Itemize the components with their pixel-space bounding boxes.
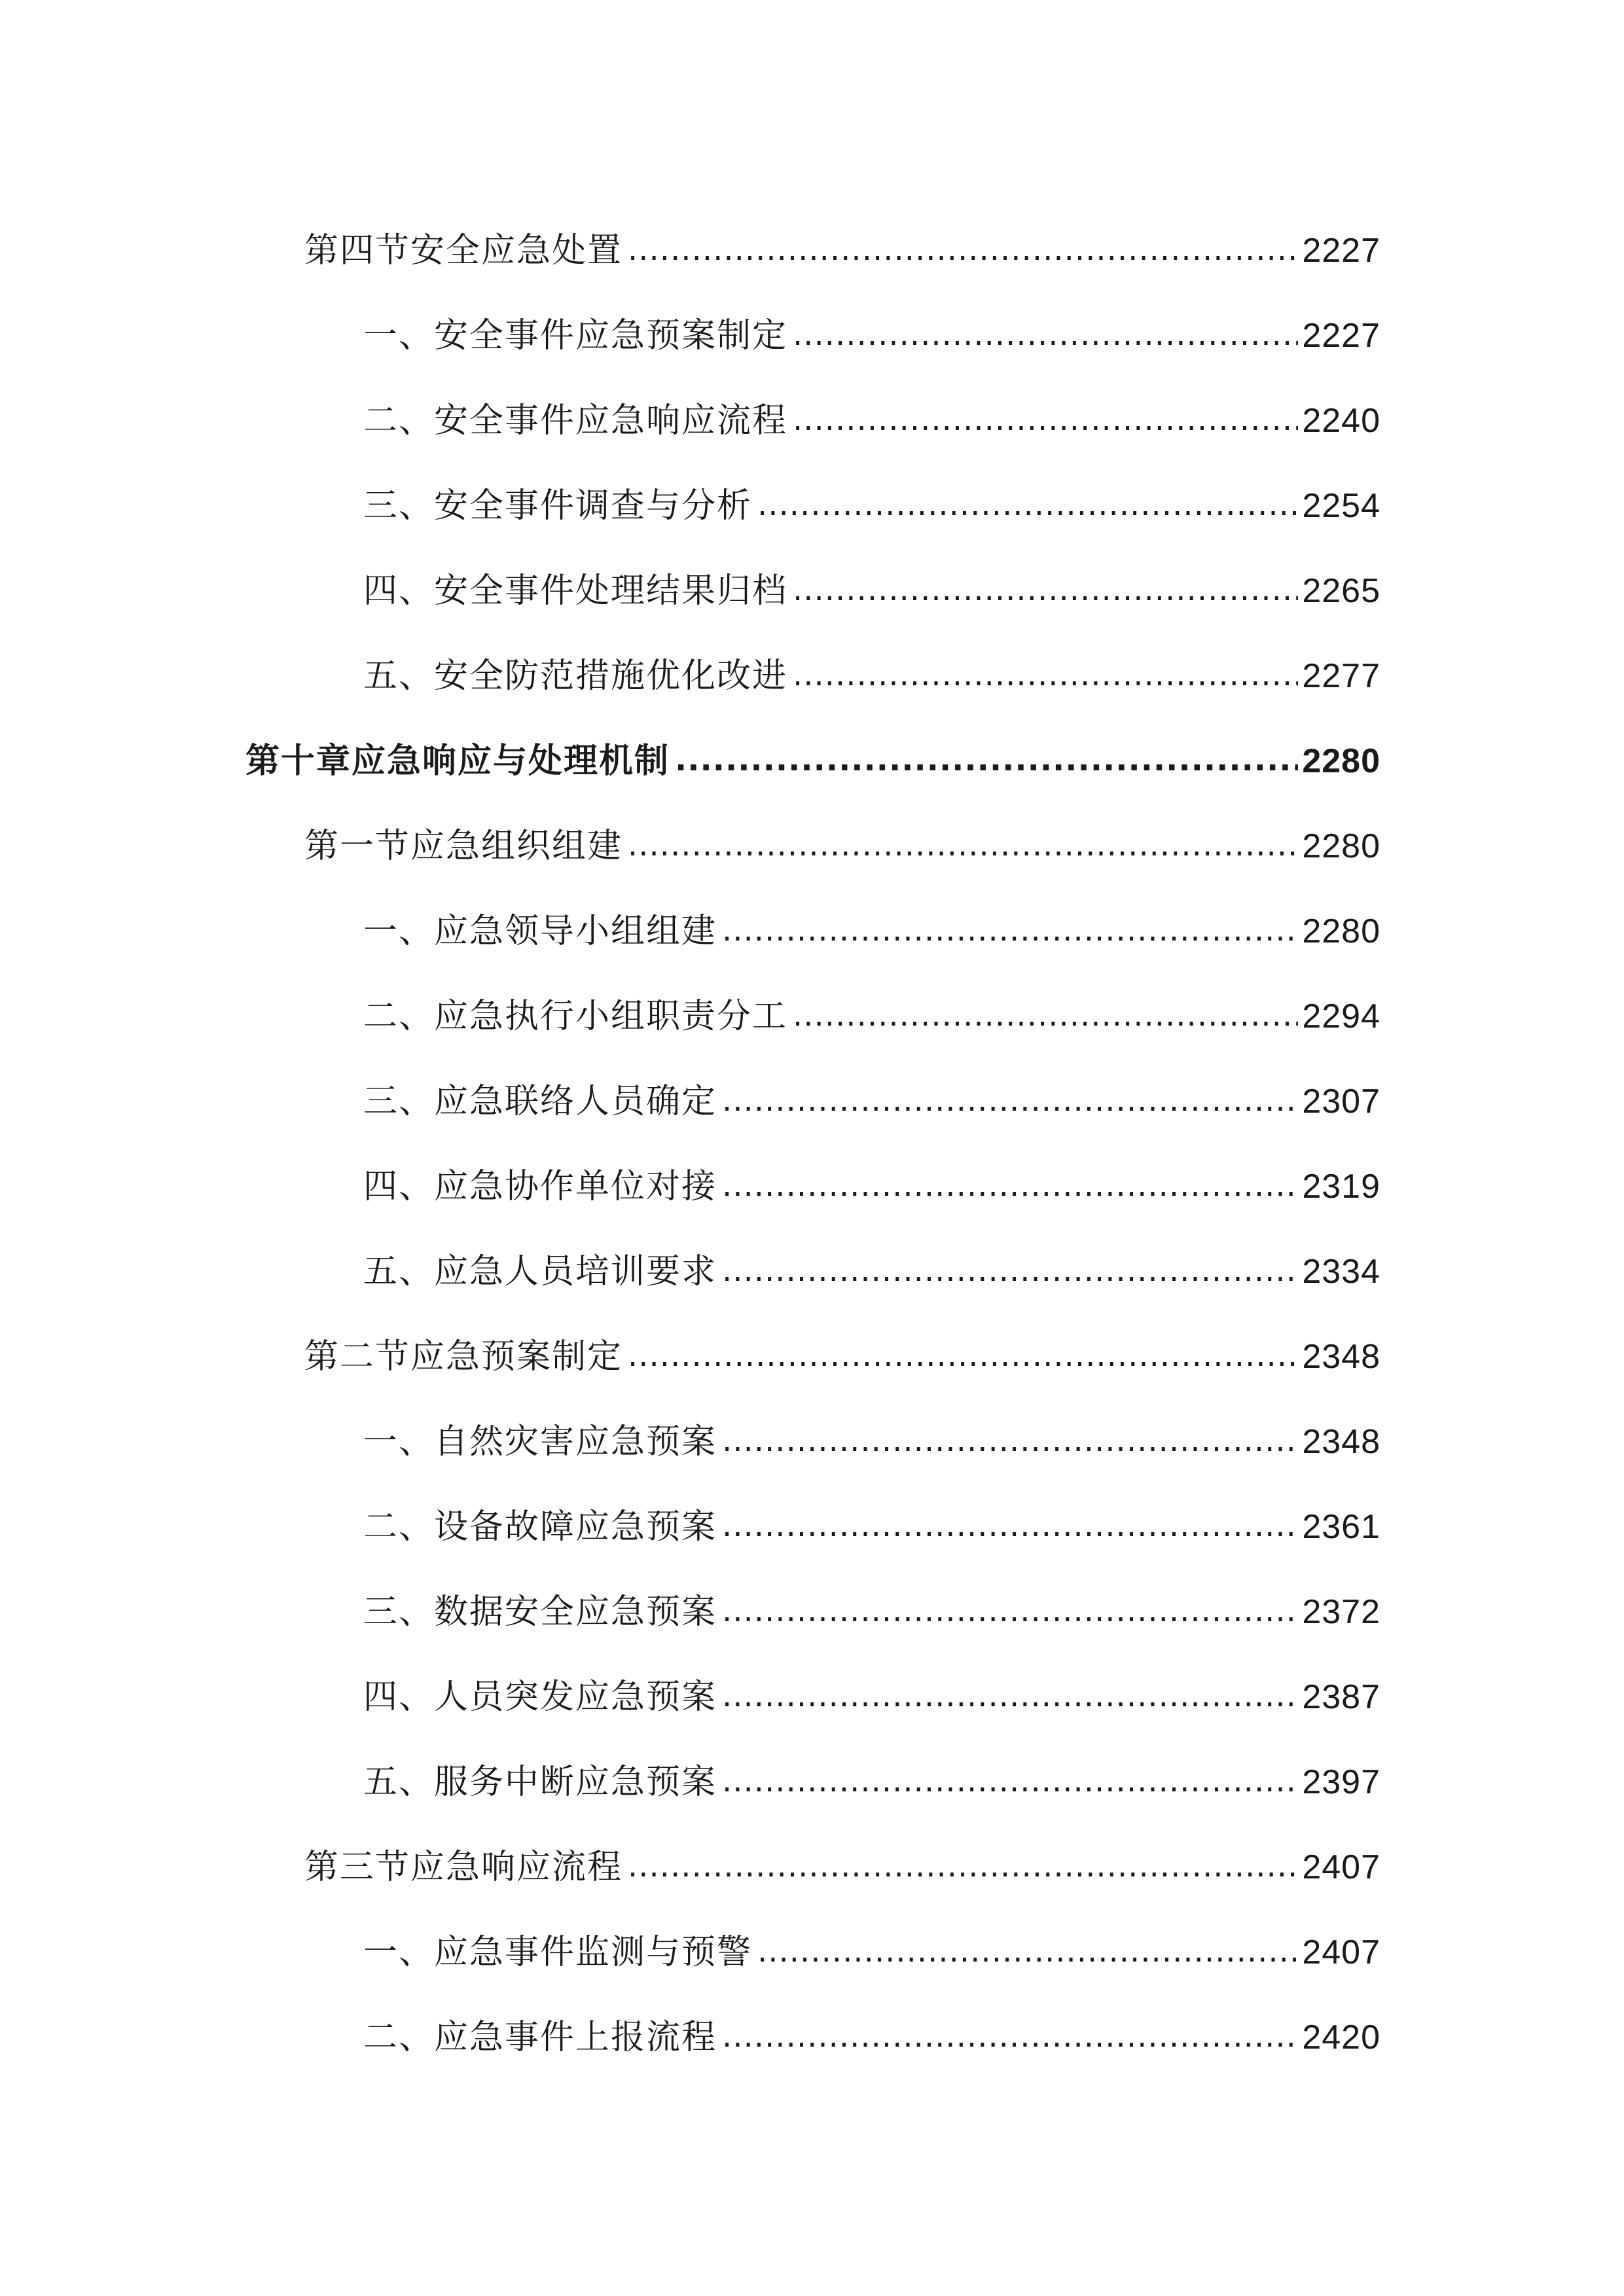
toc-entry-label: 第三节应急响应流程 [304,1848,623,1887]
toc-dot-leader [722,1425,1298,1459]
toc-dot-leader [722,1085,1298,1119]
toc-dot-leader [722,914,1298,948]
toc-dot-leader [793,404,1298,438]
toc-page-number: 2294 [1302,997,1380,1035]
toc-entry-item[interactable] [0,463,1624,548]
toc-entry-item[interactable] [0,889,1624,974]
toc-page-number: 2280 [1302,912,1380,950]
toc-entry-item[interactable] [0,1995,1624,2080]
toc-entry-item[interactable] [0,378,1624,463]
toc-page-number: 2254 [1302,487,1380,525]
toc-page-number: 2227 [1302,317,1380,355]
toc-page-number: 2348 [1302,1423,1380,1461]
toc-dot-leader [722,1510,1298,1544]
toc-entry-label: 五、安全防范措施优化改进 [363,656,788,696]
toc-dot-leader [675,744,1298,778]
toc-entry-item[interactable] [0,1059,1624,1144]
toc-dot-leader [722,1595,1298,1629]
toc-dot-leader [722,1680,1298,1714]
toc-dot-leader [628,1340,1298,1374]
toc-entry-label: 第一节应急组织组建 [304,827,623,866]
toc-dot-leader [722,1170,1298,1204]
toc-page-number: 2361 [1302,1508,1380,1546]
toc-entry-section[interactable] [0,208,1624,293]
toc-page-number: 2334 [1302,1253,1380,1291]
toc-dot-leader [628,234,1298,268]
toc-page-number: 2348 [1302,1338,1380,1376]
toc-entry-label: 一、安全事件应急预案制定 [363,316,788,355]
toc-entry-label: 三、安全事件调查与分析 [363,486,753,526]
toc-entry-item[interactable] [0,293,1624,378]
toc-dot-leader [757,489,1298,523]
table-of-contents [0,208,1624,2080]
toc-entry-label: 一、自然灾害应急预案 [363,1422,717,1462]
toc-entry-label: 第十章应急响应与处理机制 [245,742,670,781]
toc-dot-leader [628,829,1298,863]
toc-page-number: 2407 [1302,1848,1380,1886]
toc-dot-leader [722,2020,1298,2054]
toc-page-number: 2397 [1302,1763,1380,1801]
toc-page-number: 2280 [1302,742,1380,780]
toc-entry-label: 二、应急事件上报流程 [363,2018,717,2057]
toc-entry-item[interactable] [0,1910,1624,1995]
toc-entry-item[interactable] [0,974,1624,1059]
toc-page-number: 2307 [1302,1083,1380,1121]
toc-dot-leader [722,1765,1298,1799]
toc-entry-item[interactable] [0,1740,1624,1825]
toc-entry-item[interactable] [0,1229,1624,1314]
toc-entry-label: 一、应急领导小组组建 [363,912,717,951]
toc-page-number: 2407 [1302,1933,1380,1971]
toc-dot-leader [757,1935,1298,1969]
toc-entry-label: 四、人员突发应急预案 [363,1677,717,1717]
toc-dot-leader [793,574,1298,608]
toc-entry-label: 三、应急联络人员确定 [363,1082,717,1121]
toc-page-number: 2372 [1302,1593,1380,1631]
toc-entry-label: 第四节安全应急处置 [304,231,623,270]
toc-page-number: 2319 [1302,1168,1380,1206]
toc-entry-item[interactable] [0,548,1624,634]
toc-entry-label: 五、服务中断应急预案 [363,1763,717,1802]
toc-entry-item[interactable] [0,634,1624,719]
toc-page-number: 2420 [1302,2018,1380,2056]
toc-page-number: 2265 [1302,572,1380,610]
toc-entry-label: 第二节应急预案制定 [304,1337,623,1376]
toc-dot-leader [722,1255,1298,1289]
toc-entry-label: 二、应急执行小组职责分工 [363,997,788,1036]
toc-dot-leader [628,1850,1298,1884]
toc-page-number: 2227 [1302,232,1380,270]
toc-page-number: 2277 [1302,657,1380,695]
toc-entry-item[interactable] [0,1484,1624,1570]
toc-entry-label: 四、应急协作单位对接 [363,1167,717,1206]
toc-dot-leader [793,659,1298,693]
toc-page-number: 2280 [1302,827,1380,865]
toc-entry-label: 四、安全事件处理结果归档 [363,571,788,611]
toc-entry-section[interactable] [0,1314,1624,1399]
toc-entry-label: 二、设备故障应急预案 [363,1507,717,1547]
toc-entry-section[interactable] [0,804,1624,889]
toc-entry-chapter[interactable] [0,719,1624,804]
toc-entry-item[interactable] [0,1399,1624,1484]
toc-entry-item[interactable] [0,1655,1624,1740]
toc-page-number: 2387 [1302,1678,1380,1716]
toc-dot-leader [793,319,1298,353]
toc-entry-section[interactable] [0,1825,1624,1910]
toc-entry-item[interactable] [0,1144,1624,1229]
toc-entry-label: 三、数据安全应急预案 [363,1592,717,1632]
toc-page-number: 2240 [1302,402,1380,440]
toc-entry-label: 五、应急人员培训要求 [363,1252,717,1291]
toc-dot-leader [793,999,1298,1033]
toc-entry-label: 一、应急事件监测与预警 [363,1933,753,1972]
toc-entry-label: 二、安全事件应急响应流程 [363,401,788,440]
toc-entry-item[interactable] [0,1570,1624,1655]
